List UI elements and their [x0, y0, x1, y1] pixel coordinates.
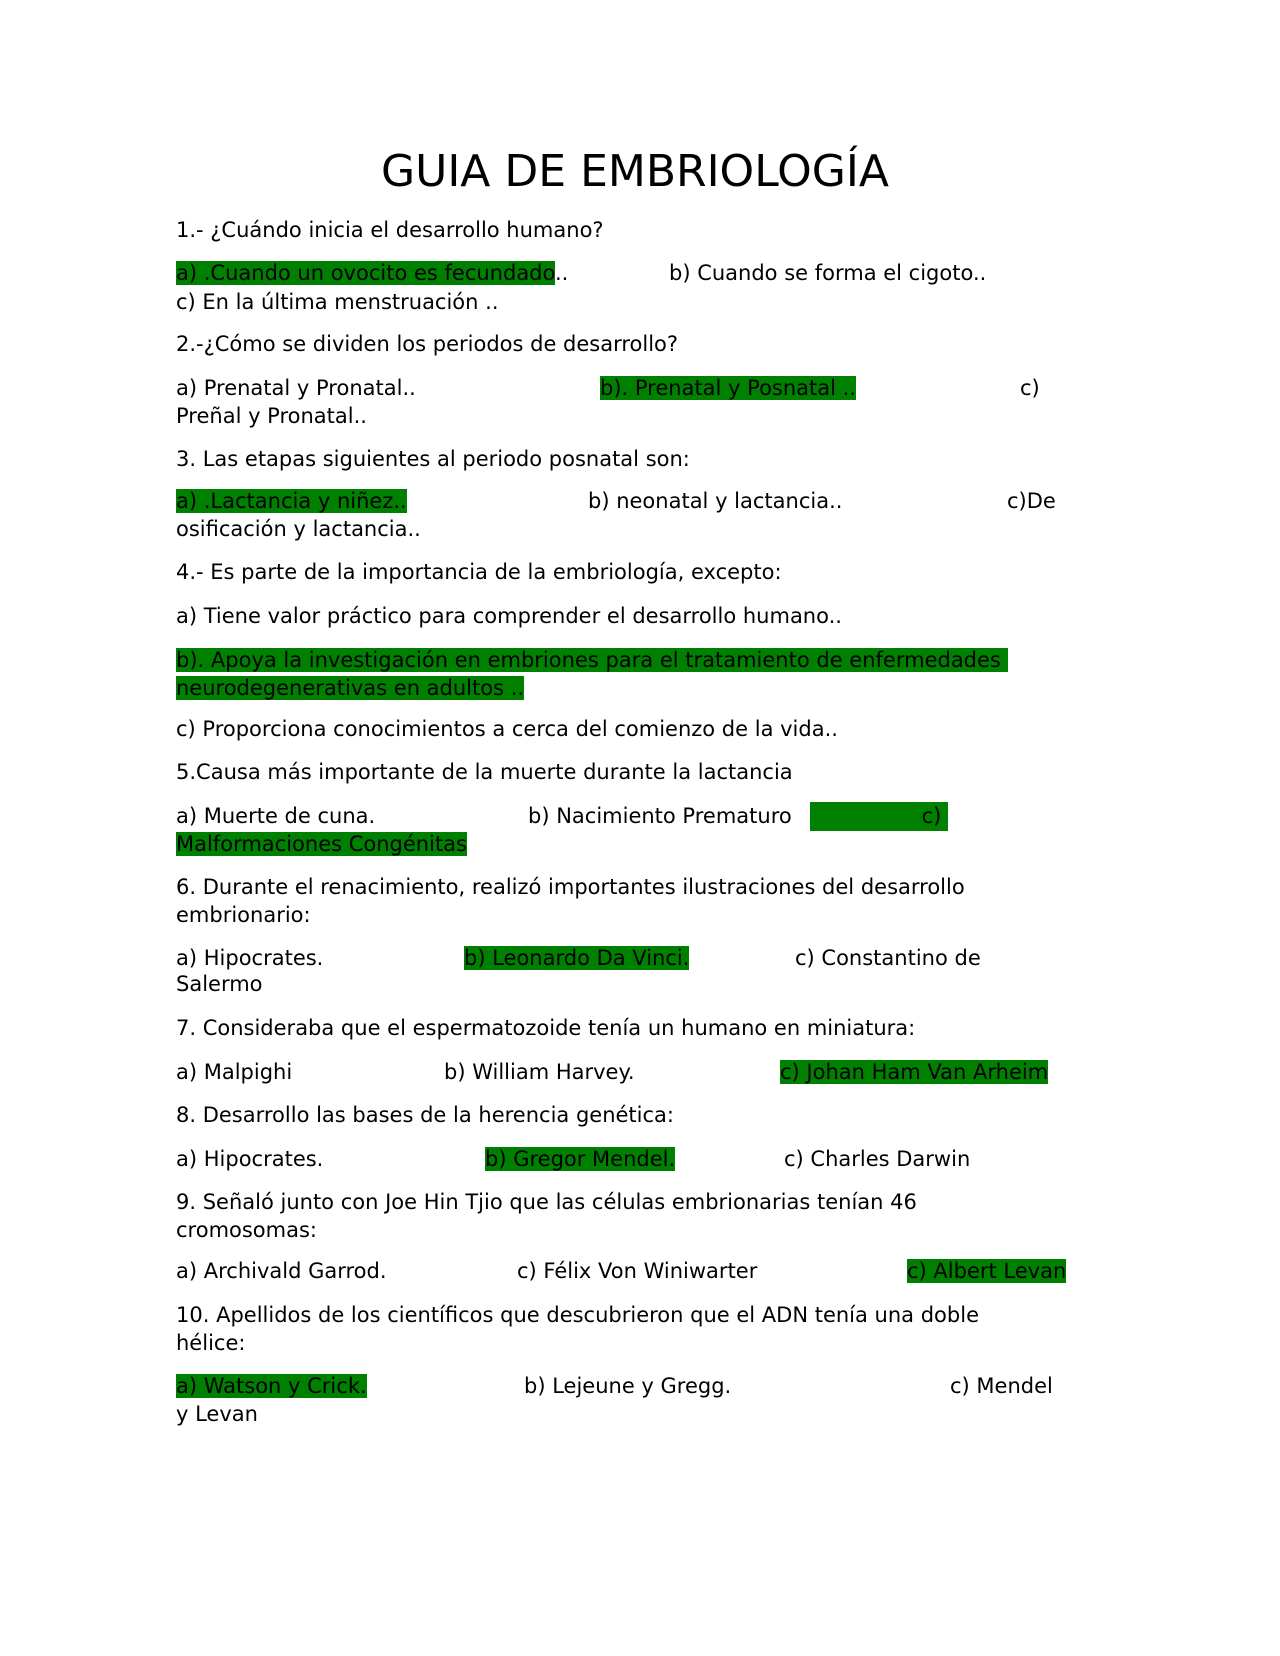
answer-4b-line2 [176, 674, 524, 703]
question-10-line2: hélice: [176, 1331, 246, 1355]
answer-5c-line1 [810, 802, 948, 831]
question-5: 5.Causa más importante de la muerte durante la lactancia [176, 760, 793, 784]
answer-2c-tail: Preñal y Pronatal.. [176, 404, 367, 428]
answer-10a-highlighted: a) Watson y Crick. [176, 1374, 367, 1398]
answer-2b-line [600, 374, 856, 403]
answer-4a: a) Tiene valor práctico para comprender el desarrollo humano.. [176, 604, 842, 628]
page-title: GUIA DE EMBRIOLOGÍA [381, 146, 889, 197]
answer-9b: c) Félix Von Winiwarter [517, 1259, 758, 1283]
question-7: 7. Consideraba que el espermatozoide tenía un humano en miniatura: [176, 1016, 916, 1040]
answer-8b-highlighted: b) Gregor Mendel. [485, 1147, 676, 1171]
question-3: 3. Las etapas siguientes al periodo posnatal son: [176, 447, 690, 471]
answer-7a: a) Malpighi [176, 1060, 293, 1084]
answer-8a: a) Hipocrates. [176, 1147, 324, 1171]
answer-5c-highlighted-2: Malformaciones Congénitas [176, 832, 467, 856]
answer-3b: b) neonatal y lactancia.. [588, 489, 843, 513]
answer-3a-highlighted: a) .Lactancia y niñez.. [176, 489, 407, 513]
answer-1a-highlighted: a) .Cuando un ovocito es fecundado [176, 261, 555, 285]
answer-9c-line [907, 1257, 1066, 1286]
answer-10a-line [176, 1372, 367, 1401]
question-2: 2.-¿Cómo se dividen los periodos de desarrollo? [176, 332, 679, 356]
answer-4b-highlighted-1: b). Apoya la investigación en embriones para el tratamiento de enfermedades [176, 648, 1008, 672]
answer-6c-tail: Salermo [176, 972, 263, 996]
question-9-line2: cromosomas: [176, 1218, 318, 1242]
answer-1b: b) Cuando se forma el cigoto.. [669, 261, 987, 285]
answer-10b: b) Lejeune y Gregg. [524, 1374, 732, 1398]
answer-1a-line [176, 259, 568, 288]
answer-8c: c) Charles Darwin [784, 1147, 971, 1171]
answer-9a: a) Archivald Garrod. [176, 1259, 387, 1283]
answer-9c-highlighted: c) Albert Levan [907, 1259, 1067, 1283]
answer-7b: b) William Harvey. [444, 1060, 635, 1084]
question-6-line1: 6. Durante el renacimiento, realizó importantes ilustraciones del desarrollo [176, 875, 965, 899]
answer-6b-line [464, 944, 689, 973]
answer-5b: b) Nacimiento Prematuro [528, 804, 792, 828]
answer-1a-suffix: .. [555, 261, 569, 285]
answer-7c-line [780, 1058, 1048, 1087]
answer-6c-head: c) Constantino de [795, 946, 981, 970]
answer-3c-tail: osificación y lactancia.. [176, 517, 421, 541]
answer-5c-highlighted-1: c) [810, 802, 948, 831]
answer-6a: a) Hipocrates. [176, 946, 324, 970]
answer-5a: a) Muerte de cuna. [176, 804, 376, 828]
answer-2b-highlighted: b). Prenatal y Posnatal .. [600, 376, 856, 400]
answer-3a-line [176, 487, 407, 516]
answer-4b-line1 [176, 646, 1008, 675]
answer-6b-highlighted: b) Leonardo Da Vinci. [464, 946, 690, 970]
question-10-line1: 10. Apellidos de los científicos que descubrieron que el ADN tenía una doble [176, 1303, 979, 1327]
answer-5c-line2 [176, 830, 467, 859]
answer-7c-highlighted: c) Johan Ham Van Arheim [780, 1060, 1049, 1084]
answer-3c-head: c)De [1007, 489, 1056, 513]
answer-1c: c) En la última menstruación .. [176, 290, 499, 314]
question-9-line1: 9. Señaló junto con Joe Hin Tjio que las células embrionarias tenían 46 [176, 1190, 917, 1214]
answer-10c-tail: y Levan [176, 1402, 258, 1426]
answer-4c: c) Proporciona conocimientos a cerca del comienzo de la vida.. [176, 717, 838, 741]
question-8: 8. Desarrollo las bases de la herencia genética: [176, 1103, 674, 1127]
question-1: 1.- ¿Cuándo inicia el desarrollo humano? [176, 218, 604, 242]
question-6-line2: embrionario: [176, 903, 311, 927]
answer-8b-line [485, 1145, 675, 1174]
answer-2c-head: c) [1020, 376, 1040, 400]
answer-10c-head: c) Mendel [950, 1374, 1053, 1398]
answer-2a: a) Prenatal y Pronatal.. [176, 376, 416, 400]
question-4: 4.- Es parte de la importancia de la embriología, excepto: [176, 560, 782, 584]
answer-4b-highlighted-2: neurodegenerativas en adultos .. [176, 676, 525, 700]
